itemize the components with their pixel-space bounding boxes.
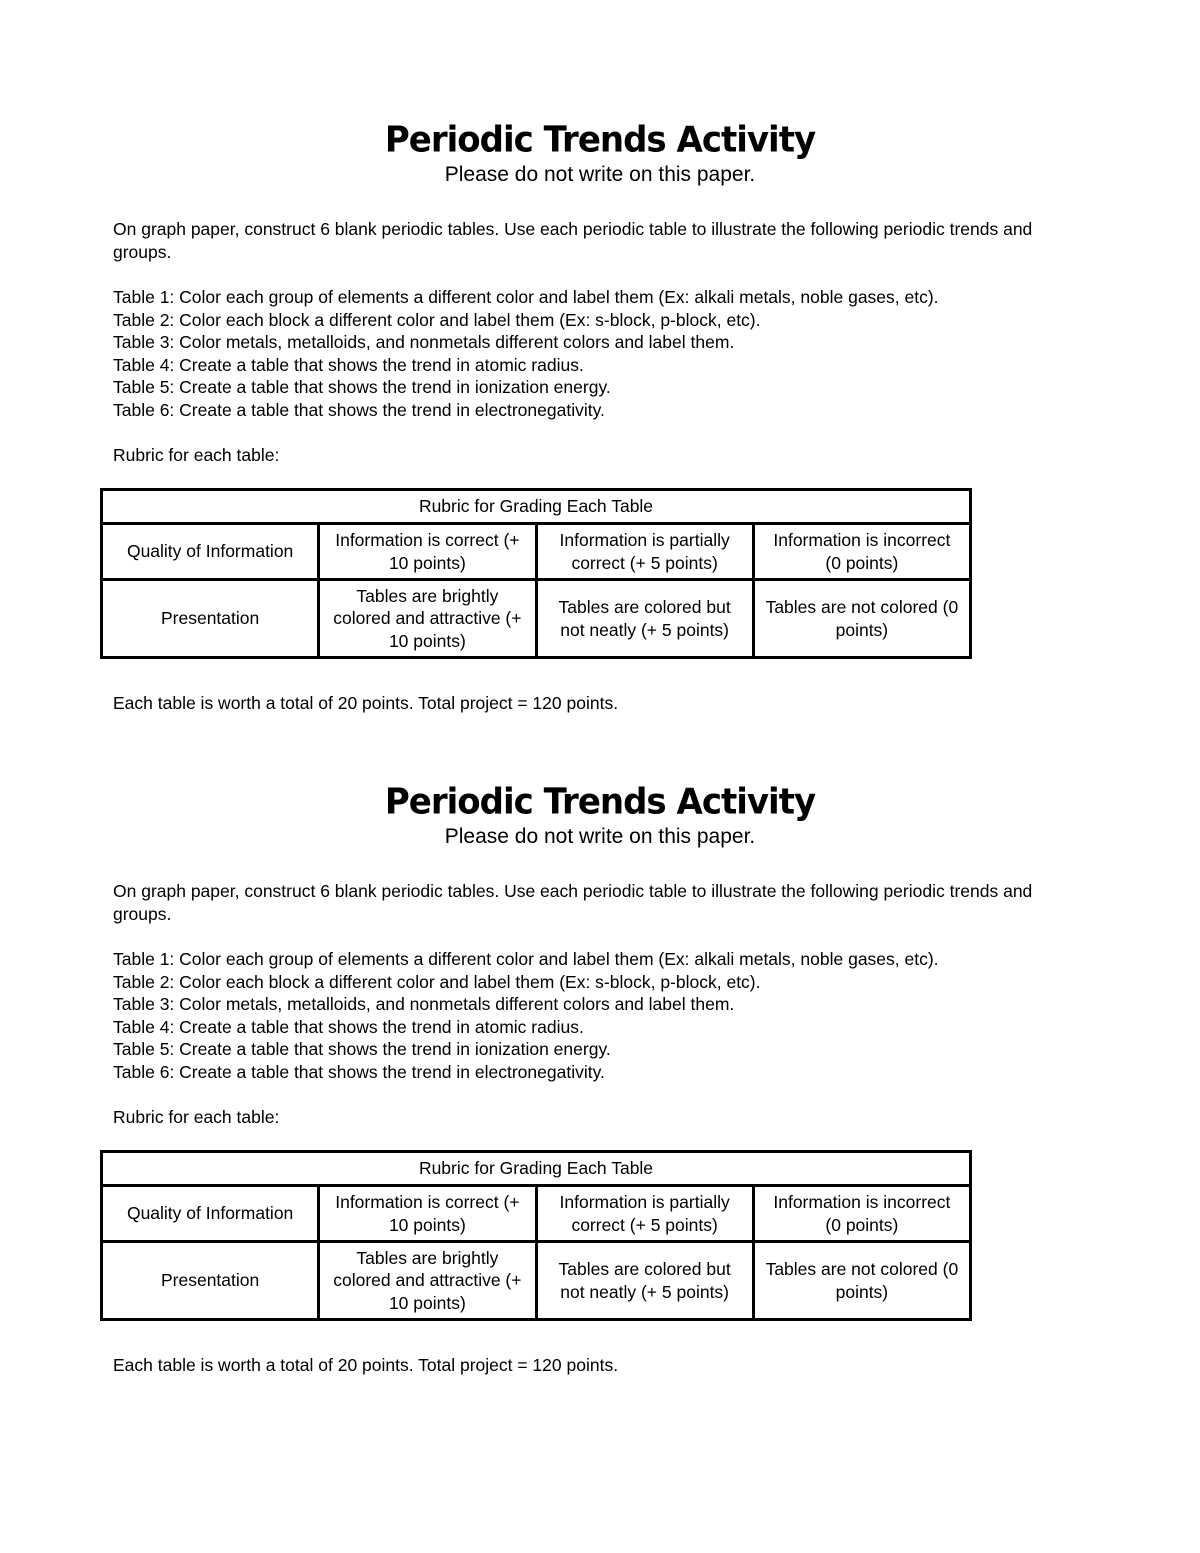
activity-sheet-1 bbox=[0, 118, 1200, 713]
rubric-caption: Rubric for Grading Each Table bbox=[102, 1152, 971, 1186]
sheet-title: Periodic Trends Activity bbox=[384, 781, 816, 823]
task-item: Table 6: Create a table that shows the trend in electronegativity. bbox=[113, 1061, 605, 1082]
rubric-level-partial: Tables are colored but not neatly (+ 5 points) bbox=[536, 1242, 753, 1320]
rubric-label: Rubric for each table: bbox=[113, 1107, 280, 1127]
rubric-table bbox=[100, 1150, 972, 1321]
rubric-criterion: Presentation bbox=[102, 1242, 319, 1320]
rubric-table bbox=[100, 488, 972, 659]
sheet-title: Periodic Trends Activity bbox=[384, 119, 816, 161]
task-item: Table 4: Create a table that shows the trend in atomic radius. bbox=[113, 354, 584, 375]
rubric-label: Rubric for each table: bbox=[113, 445, 280, 465]
rubric-row-quality bbox=[102, 524, 971, 580]
task-item: Table 5: Create a table that shows the trend in ionization energy. bbox=[113, 377, 611, 398]
rubric-level-none: Information is incorrect (0 points) bbox=[753, 524, 970, 580]
rubric-level-full: Information is correct (+ 10 points) bbox=[319, 524, 536, 580]
rubric-row-presentation bbox=[102, 1242, 971, 1320]
rubric-criterion: Quality of Information bbox=[102, 524, 319, 580]
task-item: Table 1: Color each group of elements a different color and label them (Ex: alkali metals, noble gases, etc). bbox=[113, 949, 939, 969]
rubric-level-partial: Information is partially correct (+ 5 points) bbox=[536, 1186, 753, 1242]
task-list bbox=[113, 286, 1073, 422]
intro-paragraph: On graph paper, construct 6 blank periodic tables. Use each periodic table to illustrate the following periodic trends and groups. bbox=[113, 219, 1033, 262]
rubric-caption-row bbox=[102, 1152, 971, 1186]
rubric-level-full: Information is correct (+ 10 points) bbox=[319, 1186, 536, 1242]
task-list bbox=[113, 948, 1073, 1084]
task-item: Table 4: Create a table that shows the trend in atomic radius. bbox=[113, 1016, 584, 1037]
task-item: Table 2: Color each block a different color and label them (Ex: s-block, p-block, etc). bbox=[113, 971, 761, 992]
task-item: Table 2: Color each block a different color and label them (Ex: s-block, p-block, etc). bbox=[113, 309, 761, 330]
rubric-caption: Rubric for Grading Each Table bbox=[102, 490, 971, 524]
rubric-criterion: Quality of Information bbox=[102, 1186, 319, 1242]
rubric-level-partial: Information is partially correct (+ 5 points) bbox=[536, 524, 753, 580]
rubric-criterion: Presentation bbox=[102, 580, 319, 658]
total-points-note: Each table is worth a total of 20 points. Total project = 120 points. bbox=[113, 1355, 619, 1375]
task-item: Table 3: Color metals, metalloids, and nonmetals different colors and label them. bbox=[113, 332, 735, 353]
total-points-note: Each table is worth a total of 20 points. Total project = 120 points. bbox=[113, 693, 619, 713]
intro-paragraph: On graph paper, construct 6 blank periodic tables. Use each periodic table to illustrate the following periodic trends and groups. bbox=[113, 881, 1033, 924]
rubric-level-none: Tables are not colored (0 points) bbox=[753, 1242, 970, 1320]
task-item: Table 3: Color metals, metalloids, and nonmetals different colors and label them. bbox=[113, 994, 735, 1015]
rubric-level-partial: Tables are colored but not neatly (+ 5 points) bbox=[536, 580, 753, 658]
sheet-subtitle: Please do not write on this paper. bbox=[444, 825, 756, 848]
rubric-level-none: Information is incorrect (0 points) bbox=[753, 1186, 970, 1242]
rubric-level-none: Tables are not colored (0 points) bbox=[753, 580, 970, 658]
rubric-row-presentation bbox=[102, 580, 971, 658]
task-item: Table 6: Create a table that shows the trend in electronegativity. bbox=[113, 399, 605, 420]
task-item: Table 1: Color each group of elements a different color and label them (Ex: alkali metals, noble gases, etc). bbox=[113, 287, 939, 307]
sheet-subtitle: Please do not write on this paper. bbox=[444, 163, 756, 186]
task-item: Table 5: Create a table that shows the trend in ionization energy. bbox=[113, 1039, 611, 1060]
activity-sheet-2 bbox=[0, 780, 1200, 1375]
rubric-caption-row bbox=[102, 490, 971, 524]
rubric-row-quality bbox=[102, 1186, 971, 1242]
rubric-level-full: Tables are brightly colored and attractive (+ 10 points) bbox=[319, 580, 536, 658]
rubric-level-full: Tables are brightly colored and attractive (+ 10 points) bbox=[319, 1242, 536, 1320]
